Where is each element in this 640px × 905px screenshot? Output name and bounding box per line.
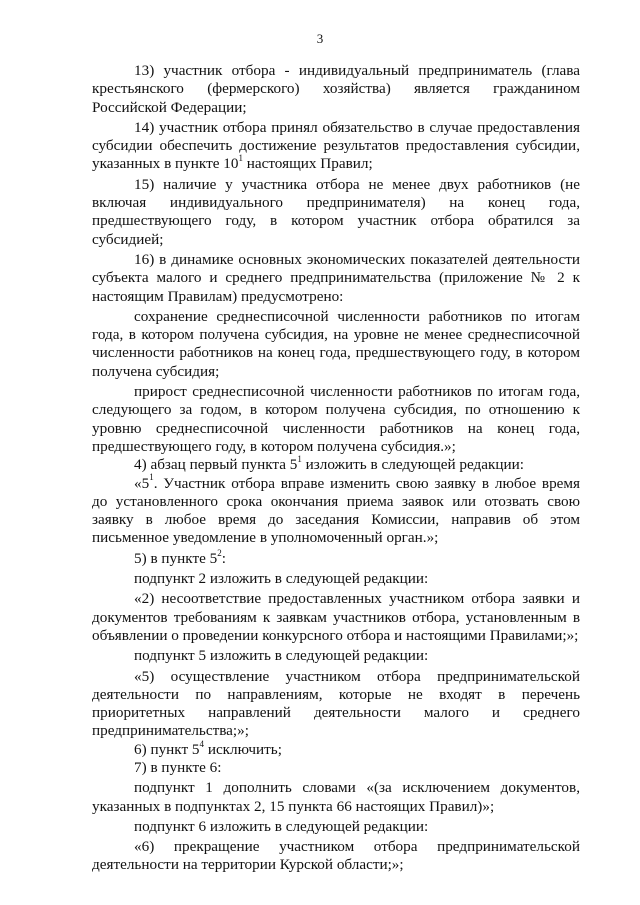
paragraph-amendment-6	[92, 738, 580, 759]
paragraph-retention: сохранение среднесписочной численности работников по итогам года, в котором получена субсидия, на уровне не менее среднесписочной численности работников на конец года, предшествующего году, в котором получена субсидия;	[92, 307, 580, 380]
paragraph-amendment-7: 7) в пункте 6:	[134, 758, 222, 776]
paragraph-text: 4) абзац первый пункта 5	[134, 456, 298, 474]
paragraph-subclause-6: «6) прекращение участником отбора предпринимательской деятельности на территории Курской области;»;	[92, 838, 580, 874]
paragraph-clause-5-1	[92, 472, 580, 548]
paragraph-amendment-4	[92, 456, 580, 474]
paragraph-subclause-5-intro: подпункт 5 изложить в следующей редакции:	[134, 647, 429, 665]
paragraph-item-15: 15) наличие у участника отбора не менее двух работников (не включая индивидуального предпринимателя) на конец года, предшествующего году, в котором участник отбора обратился за субсидией;	[92, 175, 580, 248]
paragraph-text: 6) пункт 5	[134, 740, 200, 758]
superscript: 4	[199, 738, 205, 749]
paragraph-subclause-2-intro: подпункт 2 изложить в следующей редакции:	[134, 570, 429, 588]
paragraph-text: исключить;	[204, 740, 282, 758]
paragraph-text: «5	[134, 474, 150, 492]
paragraph-subclause-2: «2) несоответствие предоставленных участником отбора заявки и документов требованиям к заявкам участников отбора, установленным в объявлении о проведении конкурсного отбора и настоящими Правилами;»;	[92, 590, 580, 644]
paragraph-text: :	[221, 549, 226, 567]
page-number: 3	[316, 31, 324, 46]
paragraph-subclause-1: подпункт 1 дополнить словами «(за исключением документов, указанных в подпунктах 2, 15 пункта 66 настоящих Правил)»;	[92, 779, 580, 815]
paragraph-text: изложить в следующей редакции:	[301, 456, 524, 474]
paragraph-amendment-5	[92, 547, 580, 568]
paragraph-item-16: 16) в динамике основных экономических показателей деятельности субъекта малого и среднего предпринимательства (приложение № 2 к настоящим Правилам) предусмотрено:	[92, 250, 580, 305]
superscript: 1	[297, 454, 302, 465]
paragraph-text: . Участник отбора вправе изменить свою заявку в любое время до установленного срока окончания приема заявок или отозвать свою заявку в любое время до заседания Комиссии, направив об этом письменное уведомление в уполномоченный орган.»;	[92, 474, 580, 547]
document-body	[92, 62, 580, 875]
paragraph-text: 14) участник отбора принял обязательство в случае предоставления субсидии обеспечить достижение результатов предоставления субсидии, указанных в пункте 10	[92, 118, 580, 173]
paragraph-text: настоящих Правил;	[242, 155, 373, 173]
paragraph-subclause-5: «5) осуществление участником отбора предпринимательской деятельности по направлениям, которые не входят в перечень приоритетных направлений деятельности малого и среднего предпринимательства;»;	[92, 667, 580, 740]
paragraph-subclause-6-intro: подпункт 6 изложить в следующей редакции:	[134, 817, 429, 835]
paragraph-item-13: 13) участник отбора - индивидуальный предприниматель (глава крестьянского (фермерского) хозяйства) является гражданином Российской Федерации;	[92, 62, 580, 116]
superscript: 1	[149, 472, 154, 483]
paragraph-item-14	[92, 119, 580, 174]
paragraph-text: 5) в пункте 5	[134, 549, 218, 567]
paragraph-growth: прирост среднесписочной численности работников по итогам года, следующего за годом, в котором получена субсидия, по отношению к уровню среднесписочной численности работников на конец года, предшествующего году, в котором получена субсидия.»;	[92, 383, 580, 455]
superscript: 1	[238, 153, 243, 164]
superscript: 2	[217, 547, 222, 558]
